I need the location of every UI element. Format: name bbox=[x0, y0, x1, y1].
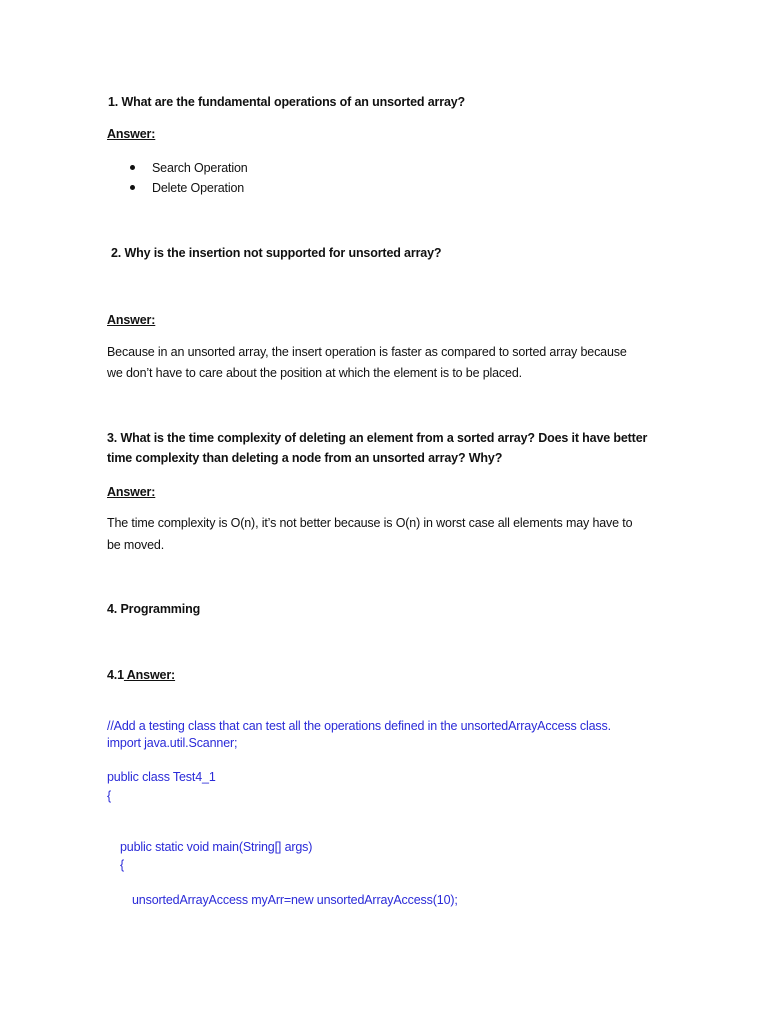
answer-3-line-2: be moved. bbox=[107, 538, 165, 552]
code-line-main-open-brace: { bbox=[120, 858, 125, 872]
answer-label-2: Answer: bbox=[107, 313, 156, 327]
code-line-class-declaration: public class Test4_1 bbox=[107, 770, 216, 784]
list-item-delete-operation: Delete Operation bbox=[152, 181, 245, 195]
question-3-line-1: 3. What is the time complexity of deleting an element from a sorted array? Does it have better bbox=[107, 431, 648, 445]
answer-3-line-1: The time complexity is O(n), it’s not better because is O(n) in worst case all elements may have to bbox=[107, 516, 633, 530]
code-line-comment: //Add a testing class that can test all the operations defined in the unsortedArrayAccess class. bbox=[107, 719, 611, 733]
answer-label-3: Answer: bbox=[107, 485, 156, 499]
answer-4-1-label bbox=[107, 668, 175, 682]
answer-4-1-number: 4.1 bbox=[107, 668, 124, 682]
list-item-search-operation: Search Operation bbox=[152, 161, 248, 175]
question-4-heading: 4. Programming bbox=[107, 602, 201, 616]
question-1: 1. What are the fundamental operations of an unsorted array? bbox=[108, 95, 466, 109]
question-3-line-2: time complexity than deleting a node from an unsorted array? Why? bbox=[107, 451, 503, 465]
code-line-array-init: unsortedArrayAccess myArr=new unsortedArrayAccess(10); bbox=[132, 893, 458, 907]
bullet-icon bbox=[130, 165, 135, 170]
answer-2-line-1: Because in an unsorted array, the insert operation is faster as compared to sorted array because bbox=[107, 345, 627, 359]
answer-2-line-2: we don’t have to care about the position at which the element is to be placed. bbox=[107, 366, 522, 380]
question-2: 2. Why is the insertion not supported for unsorted array? bbox=[111, 246, 442, 260]
answer-4-1-answer-label: Answer: bbox=[123, 668, 176, 682]
code-line-main-declaration: public static void main(String[] args) bbox=[120, 840, 313, 854]
bullet-icon bbox=[130, 185, 135, 190]
answer-label-1: Answer: bbox=[107, 127, 156, 141]
code-line-class-open-brace: { bbox=[107, 789, 112, 803]
code-line-import: import java.util.Scanner; bbox=[107, 736, 238, 750]
